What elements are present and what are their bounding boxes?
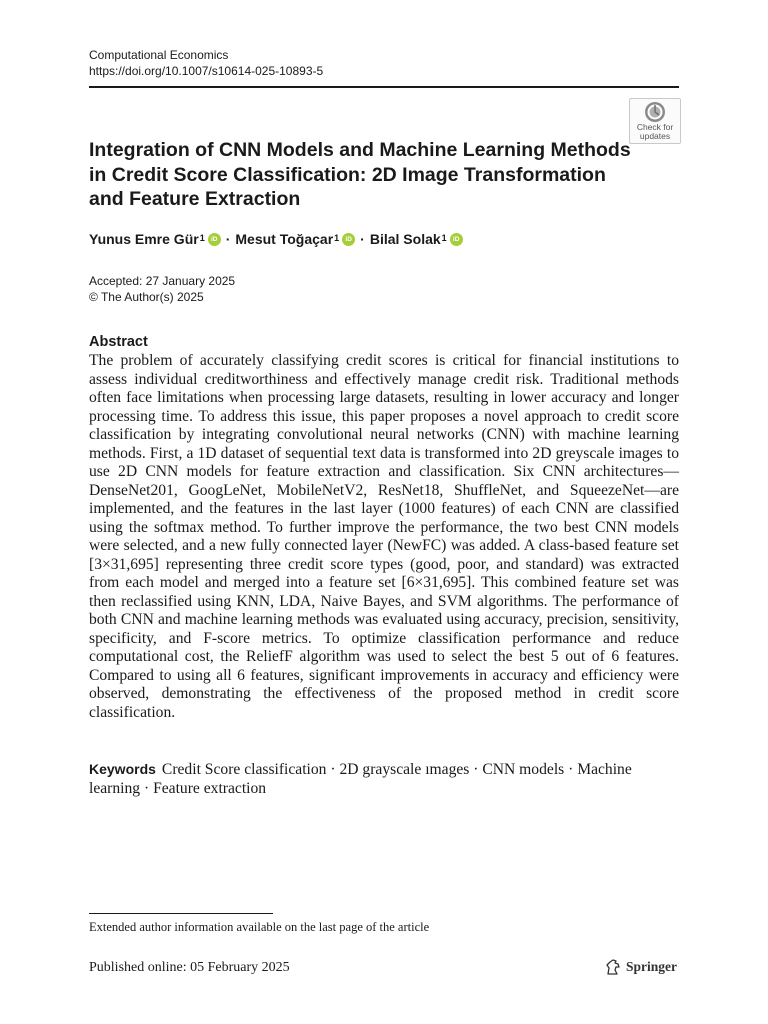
author-affiliation: 1 [441,233,447,243]
orcid-icon[interactable]: iD [208,233,221,246]
header-rule [89,86,679,88]
check-for-updates-label: Check for updates [636,122,674,141]
springer-logo[interactable] [604,958,677,976]
author-separator: · [225,231,231,247]
author-list [89,231,468,247]
abstract-text: The problem of accurately classifying credit scores is critical for financial institutions to assess individual creditworthiness and effectively manage credit risk. Traditional methods often face limitations when processing large datasets, resulting in lower accuracy and longer processing time. To address this issue, this paper proposes a novel approach to credit score classification by integrating convolutional neural networks (CNN) with machine learning methods. First, a 1D dataset of sequential text data is transformed into 2D greyscale images to use 2D CNN models for feature extraction and classification. Six CNN architectures—DenseNet201, GoogLeNet, MobileNetV2, ResNet18, ShuffleNet, and SqueezeNet—are implemented, and the features in the last layer (1000 features) of each CNN are classified using the softmax method. To further improve the performance, the two best CNN models were selected, and a new fully connected layer (NewFC) was added. A class-based feature set [3×31,695] representing three credit score types (good, poor, and standard) was extracted from each model and merged into a feature set [6×31,695]. This combined feature set was then reclassified using KNN, LDA, Naive Bayes, and SVM algorithms. The performance of both CNN and machine learning methods was evaluated using accuracy, precision, sensitivity, specificity, and F-score metrics. To optimize classification performance and reduce computational cost, the ReliefF algorithm was used to select the best 5 out of 6 features. Compared to using all 6 features, significant improvements in accuracy and efficiency were observed, demonstrating the effectiveness of the proposed method in credit score classification. [89,352,679,721]
author-separator: · [360,231,365,247]
keywords-label: Keywords [89,761,156,777]
article-dates [89,274,235,305]
keywords-text: Credit Score classification · 2D grayscale ımages · CNN models · Machine learning · Feature extraction [89,761,632,797]
check-for-updates-badge[interactable] [629,98,681,144]
author-name[interactable]: Bilal Solak [369,231,441,247]
published-date: Published online: 05 February 2025 [89,960,290,975]
springer-horse-icon [604,958,622,976]
journal-header [89,48,323,79]
journal-name: Computational Economics [89,48,229,62]
springer-wordmark: Springer [626,959,678,974]
doi-link[interactable]: https://doi.org/10.1007/s10614-025-10893-5 [89,63,324,78]
orcid-icon[interactable]: iD [450,233,463,246]
copyright-notice: © The Author(s) 2025 [89,289,204,304]
article-title: Integration of CNN Models and Machine Learning Methods in Credit Score Classification: 2D Image Transformation and Feature Extraction [89,139,631,210]
author-affiliation: 1 [334,233,340,243]
check-for-updates-icon [644,101,666,123]
author-name[interactable]: Yunus Emre Gür [89,231,199,247]
author-name[interactable]: Mesut Toğaçar [235,231,334,247]
accepted-date: Accepted: 27 January 2025 [89,274,236,288]
keywords-section [89,760,679,798]
abstract-heading: Abstract [89,334,148,350]
footnote-text: Extended author information available on the last page of the article [89,920,430,934]
author-affiliation: 1 [199,233,205,243]
footnote-rule [89,913,273,914]
orcid-icon[interactable]: iD [342,233,355,246]
